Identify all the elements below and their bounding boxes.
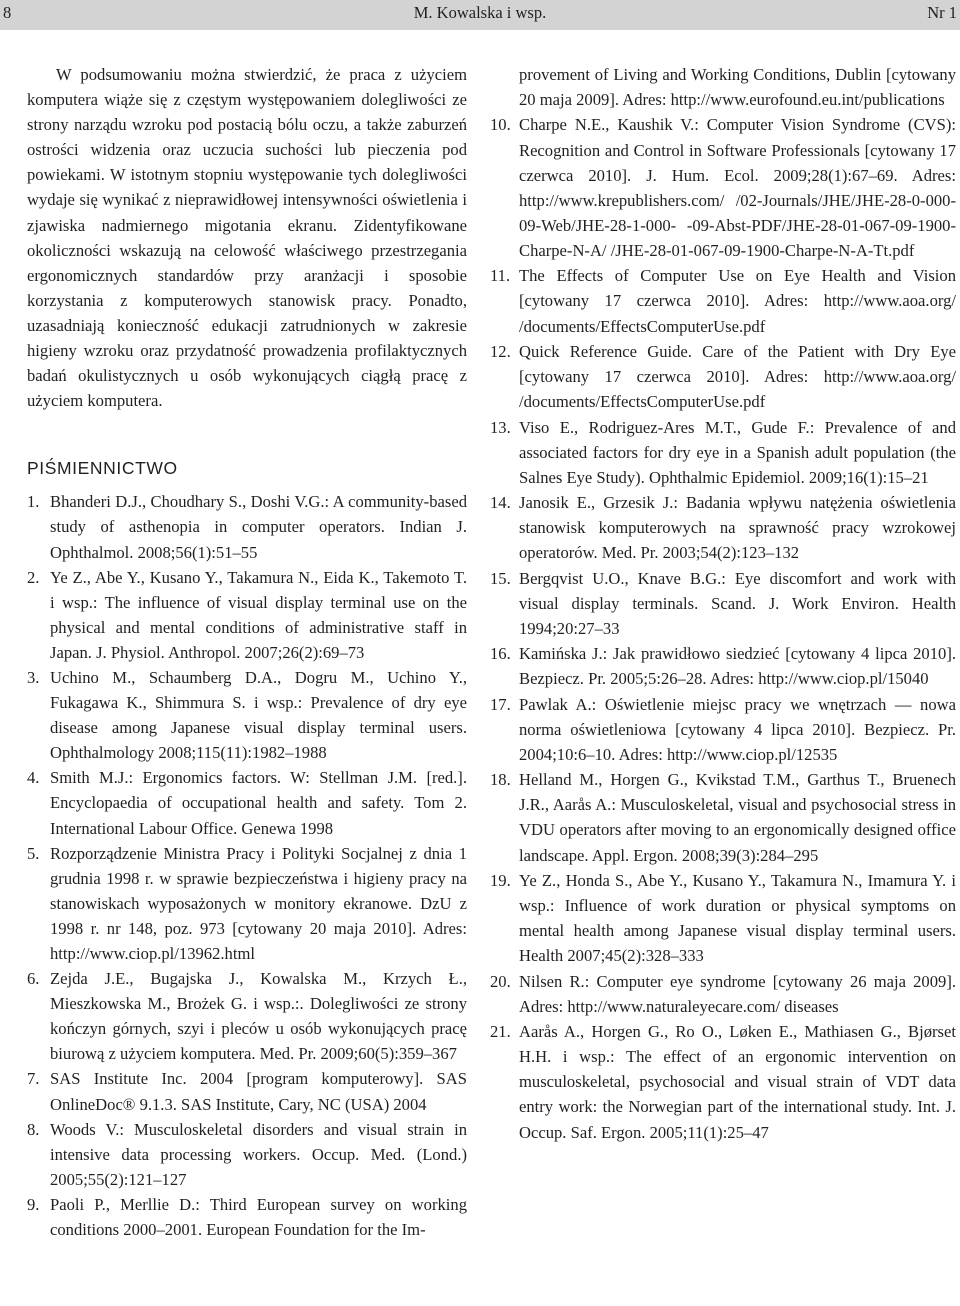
references-heading: PIŚMIENNICTWO bbox=[27, 458, 178, 479]
reference-number: 11. bbox=[490, 266, 511, 286]
reference-item bbox=[27, 765, 467, 840]
reference-text: Paoli P., Merllie D.: Third European survey on working conditions 2000–2001. European Foundation for the Im- bbox=[50, 1194, 467, 1240]
reference-number: 14. bbox=[490, 493, 511, 513]
reference-item bbox=[490, 767, 956, 867]
reference-text: Kamińska J.: Jak prawidłowo siedzieć [cytowany 4 lipca 2010]. Bezpiecz. Pr. 2005;5:26–28. Adres: http://www.ciop.pl/15040 bbox=[519, 644, 956, 689]
reference-text: Quick Reference Guide. Care of the Patient with Dry Eye [cytowany 17 czerwca 2010]. Adres: http://www.aoa.org/ /documents/EffectsComputerUse.pdf bbox=[519, 341, 956, 412]
reference-item bbox=[27, 565, 467, 665]
reference-list-left bbox=[27, 489, 467, 1242]
reference-text: Ye Z., Honda S., Abe Y., Kusano Y., Takamura N., Imamura Y. i wsp.: Influence of work duration or physical symptoms on mental health among Japanese visual display terminal users. Health 2007;45(2):328–333 bbox=[519, 870, 956, 966]
reference-text: Helland M., Horgen G., Kvikstad T.M., Garthus T., Bruenech J.R., Aarås A.: Musculoskeletal, visual and psychosocial stress in VDU operators after moving to an ergonomically designed office landscape. Appl. Ergon. 2008;39(3):284–295 bbox=[519, 770, 956, 865]
right-column bbox=[490, 62, 956, 1145]
reference-text: Bergqvist U.O., Knave B.G.: Eye discomfort and work with visual display terminals. Scand. J. Work Environ. Health 1994;20:27–33 bbox=[519, 568, 956, 638]
reference-text: Rozporządzenie Ministra Pracy i Polityki Socjalnej z dnia 1 grudnia 1998 r. w sprawie bezpieczeństwa i higieny pracy na stanowiskach wyposażonych w monitory ekranowe. DzU z 1998 r. nr 148, poz. 973 [cytowany 20 maja 2010]. Adres: http://www.ciop.pl/13962.html bbox=[50, 843, 467, 963]
reference-number: 6. bbox=[27, 969, 40, 989]
running-header bbox=[0, 0, 960, 30]
reference-text: Viso E., Rodriguez-Ares M.T., Gude F.: Prevalence of and associated factors for dry eye in a Spanish adult population (the Salnes Eye Study). Ophthalmic Epidemiol. 2009;16(1):15–21 bbox=[519, 417, 956, 487]
reference-number: 4. bbox=[27, 768, 40, 788]
reference-text: Ye Z., Abe Y., Kusano Y., Takamura N., Eida K., Takemoto T. i wsp.: The influence of visual display terminal use on the physical and mental conditions of administrative staff in Japan. J. Physiol. Anthropol. 2007;26(2):69–73 bbox=[50, 567, 467, 662]
reference-number: 5. bbox=[27, 843, 40, 863]
reference-item bbox=[490, 868, 956, 968]
reference-text: Bhanderi D.J., Choudhary S., Doshi V.G.: A community-based study of asthenopia in computer operators. Indian J. Ophthalmol. 2008;56(1):51–55 bbox=[50, 492, 467, 562]
left-column bbox=[27, 62, 467, 1242]
reference-number: 20. bbox=[490, 971, 511, 991]
reference-item bbox=[27, 489, 467, 564]
reference-text: Woods V.: Musculoskeletal disorders and visual strain in intensive data processing workers. Occup. Med. (Lond.) 2005;55(2):121–127 bbox=[50, 1119, 467, 1189]
reference-text: Smith M.J.: Ergonomics factors. W: Stellman J.M. [red.]. Encyclopaedia of occupational health and safety. Tom 2. International Labour Office. Genewa 1998 bbox=[50, 768, 467, 838]
reference-number: 13. bbox=[490, 417, 511, 437]
reference-number: 7. bbox=[27, 1069, 40, 1089]
reference-number: 19. bbox=[490, 870, 511, 890]
reference-number: 16. bbox=[490, 644, 511, 664]
reference-item bbox=[490, 1019, 956, 1144]
page-number: 8 bbox=[3, 3, 12, 22]
reference-number: 21. bbox=[490, 1022, 511, 1042]
reference-number: 10. bbox=[490, 115, 511, 135]
reference-text: Janosik E., Grzesik J.: Badania wpływu natężenia oświetlenia stanowisk komputerowych na sprawność pracy wzrokowej operatorów. Med. Pr. 2003;54(2):123–132 bbox=[519, 493, 956, 563]
reference-text: The Effects of Computer Use on Eye Health and Vision [cytowany 17 czerwca 2010]. Adres: http://www.aoa.org/ /documents/EffectsComputerUse.pdf bbox=[519, 266, 956, 336]
reference-item bbox=[27, 1192, 467, 1242]
reference-continuation: provement of Living and Working Conditions, Dublin [cytowany 20 maja 2009]. Adres: http://www.eurofound.eu.int/publications bbox=[519, 65, 956, 110]
reference-item bbox=[27, 665, 467, 765]
reference-text: SAS Institute Inc. 2004 [program komputerowy]. SAS OnlineDoc® 9.1.3. SAS Institute, Cary, NC (USA) 2004 bbox=[50, 1069, 467, 1114]
reference-list-right bbox=[490, 62, 956, 1145]
reference-number: 1. bbox=[27, 492, 40, 512]
reference-item bbox=[27, 1066, 467, 1116]
reference-text: Pawlak A.: Oświetlenie miejsc pracy we wnętrzach — nowa norma oświetleniowa [cytowany 4 lipca 2010]. Bezpiecz. Pr. 2004;10:6–10. Adres: http://www.ciop.pl/12535 bbox=[519, 694, 956, 764]
reference-item bbox=[490, 566, 956, 641]
reference-item bbox=[490, 415, 956, 490]
reference-item bbox=[27, 966, 467, 1066]
reference-number: 8. bbox=[27, 1119, 40, 1139]
reference-number: 2. bbox=[27, 567, 40, 587]
reference-item bbox=[490, 490, 956, 565]
reference-item bbox=[490, 692, 956, 767]
running-header-authors: M. Kowalska i wsp. bbox=[413, 3, 547, 22]
reference-item bbox=[490, 112, 956, 263]
reference-text: Uchino M., Schaumberg D.A., Dogru M., Uchino Y., Fukagawa K., Shimmura S. i wsp.: Prevalence of dry eye disease among Japanese visual display terminal users. Ophthalmology 2008;115(11):1982–1988 bbox=[50, 667, 467, 763]
reference-number: 3. bbox=[27, 667, 40, 687]
reference-number: 9. bbox=[27, 1194, 40, 1214]
reference-text: Aarås A., Horgen G., Ro O., Løken E., Mathiasen G., Bjørset H.H. i wsp.: The effect of an ergonomic intervention on musculoskeletal, psychosocial and visual strain of VDT data entry work: the Norwegian part of the international study. Int. J. Occup. Saf. Ergon. 2005;11(1):25–47 bbox=[519, 1022, 956, 1142]
reference-number: 17. bbox=[490, 694, 511, 714]
reference-text: Nilsen R.: Computer eye syndrome [cytowany 26 maja 2009]. Adres: http://www.naturaleyecare.com/ diseases bbox=[519, 971, 956, 1016]
reference-item bbox=[27, 841, 467, 966]
reference-text: Zejda J.E., Bugajska J., Kowalska M., Krzych Ł., Mieszkowska M., Brożek G. i wsp.:. Dolegliwości ze strony kończyn górnych, szyi i pleców u osób wykonujących pracę biurową z użyciem komputera. Med. Pr. 2009;60(5):359–367 bbox=[50, 969, 467, 1064]
reference-item bbox=[27, 1117, 467, 1192]
reference-item bbox=[490, 641, 956, 691]
reference-item bbox=[490, 263, 956, 338]
reference-number: 18. bbox=[490, 770, 511, 790]
reference-item bbox=[490, 339, 956, 414]
reference-text: Charpe N.E., Kaushik V.: Computer Vision Syndrome (CVS): Recognition and Control in Software Professionals [cytowany 17 czerwca 2010]. J. Hum. Ecol. 2009;28(1):67–69. Adres: http://www.krepublishers.com/ /02-Journals/JHE/JHE-28-0-000-09-Web/JHE-28-1-000- -09-Abst-PDF/JHE-28-01-067-09-1900-Charpe-N-A/ /JHE-28-01-067-09-1900-Charpe-N-A-Tt.pdf bbox=[519, 115, 956, 260]
reference-number: 15. bbox=[490, 568, 511, 588]
reference-number: 12. bbox=[490, 341, 511, 361]
issue-number: Nr 1 bbox=[927, 3, 957, 22]
reference-item bbox=[490, 969, 956, 1019]
summary-paragraph: W podsumowaniu można stwierdzić, że praca z użyciem komputera wiąże się z częstym występowaniem dolegliwości ze strony narządu wzroku pod postacią bólu oczu, a także zaburzeń ostrości widzenia oraz uczucia suchości lub pieczenia pod powiekami. W istotnym stopniu występowanie tych dolegliwości wydaje się wynikać z nieprawidłowej intensywności oświetlenia i zjawiska nadmiernego migotania ekranu. Zidentyfikowane okoliczności wskazują na celowość właściwego przestrzegania ergonomicznych standardów przy aranżacji i sposobie korzystania z komputerowych stanowisk pracy. Ponadto, uzasadniają konieczność edukacji zatrudnionych w zakresie higieny wzroku oraz przydatność prowadzenia profilaktycznych badań okulistycznych u osób wykonujących ciągłą pracę z użyciem komputera. bbox=[27, 65, 467, 411]
